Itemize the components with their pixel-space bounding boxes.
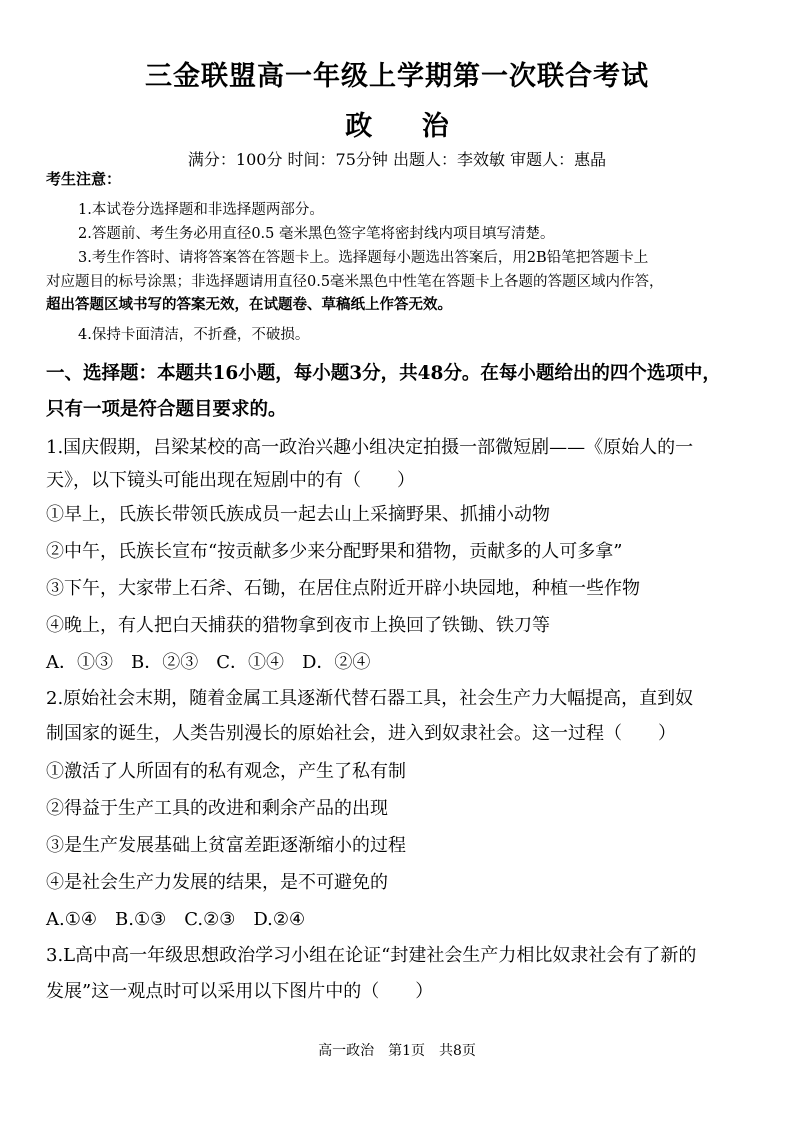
section-1-line-1: 一、选择题：本题共16小题，每小题3分，共48分。在每小题给出的四个选项中，: [46, 363, 721, 384]
q2-option-3: ③是生产发展基础上贫富差距逐渐缩小的过程: [46, 835, 406, 856]
exam-meta: 满分：100分 时间：75分钟 出题人：李效敏 审题人：惠晶: [187, 150, 607, 169]
q1-stem-line-2: 天》，以下镜头可能出现在短剧中的有（ ）: [46, 470, 415, 491]
note-2: 2.答题前、考生务必用直径0.5 毫米黑色签字笔将密封线内项目填写清楚。: [78, 226, 555, 242]
q1-option-1: ①早上，氏族长带领氏族成员一起去山上采摘野果、抓捕小动物: [46, 504, 550, 525]
q2-option-4: ④是社会生产力发展的结果，是不可避免的: [46, 872, 388, 893]
note-1: 1.本试卷分选择题和非选择题两部分。: [78, 202, 324, 218]
q1-option-2: ②中午，氏族长宣布“按贡献多少来分配野果和猎物，贡献多的人可多拿”: [46, 541, 623, 562]
note-3-line-2: 对应题目的标号涂黑；非选择题请用直径0.5毫米黑色中性笔在答题卡上各题的答题区域内作答，: [46, 274, 664, 290]
subject-title: 政 治: [345, 111, 449, 142]
q2-stem-line-2: 制国家的诞生，人类告别漫长的原始社会，进入到奴隶社会。这一过程（ ）: [46, 723, 676, 744]
q3-stem-line-2: 发展”这一观点时可以采用以下图片中的（ ）: [46, 981, 434, 1002]
q2-stem-line-1: 2.原始社会末期，随着金属工具逐渐代替石器工具，社会生产力大幅提高，直到奴: [46, 688, 694, 709]
page-footer: 高一政治 第1页 共8页: [318, 1043, 476, 1059]
q2-option-1: ①激活了人所固有的私有观念，产生了私有制: [46, 761, 406, 782]
q1-option-4: ④晚上，有人把白天捕获的猎物拿到夜市上换回了铁锄、铁刀等: [46, 615, 550, 636]
exam-title: 三金联盟高一年级上学期第一次联合考试: [145, 61, 649, 92]
note-4: 4.保持卡面清洁，不折叠，不破损。: [78, 327, 310, 343]
section-1-line-2: 只有一项是符合题目要求的。: [46, 399, 287, 420]
notes-heading: 考生注意：: [46, 170, 122, 188]
q1-choices: A．①③ B．②③ C．①④ D．②④: [46, 652, 371, 673]
note-3-line-1: 3.考生作答时、请将答案答在答题卡上。选择题每小题选出答案后，用2B铅笔把答题卡上: [78, 250, 649, 266]
q2-option-2: ②得益于生产工具的改进和剩余产品的出现: [46, 798, 388, 819]
q2-choices: A.①④ B.①③ C.②③ D.②④: [46, 909, 306, 930]
note-3-line-3: 超出答题区域书写的答案无效，在试题卷、草稿纸上作答无效。: [46, 296, 452, 313]
q3-stem-line-1: 3.L高中高一年级思想政治学习小组在论证“封建社会生产力相比奴隶社会有了新的: [46, 945, 697, 966]
q1-stem-line-1: 1.国庆假期，吕梁某校的高一政治兴趣小组决定拍摄一部微短剧——《原始人的一: [46, 437, 694, 458]
q1-option-3: ③下午，大家带上石斧、石锄，在居住点附近开辟小块园地，种植一些作物: [46, 578, 640, 599]
